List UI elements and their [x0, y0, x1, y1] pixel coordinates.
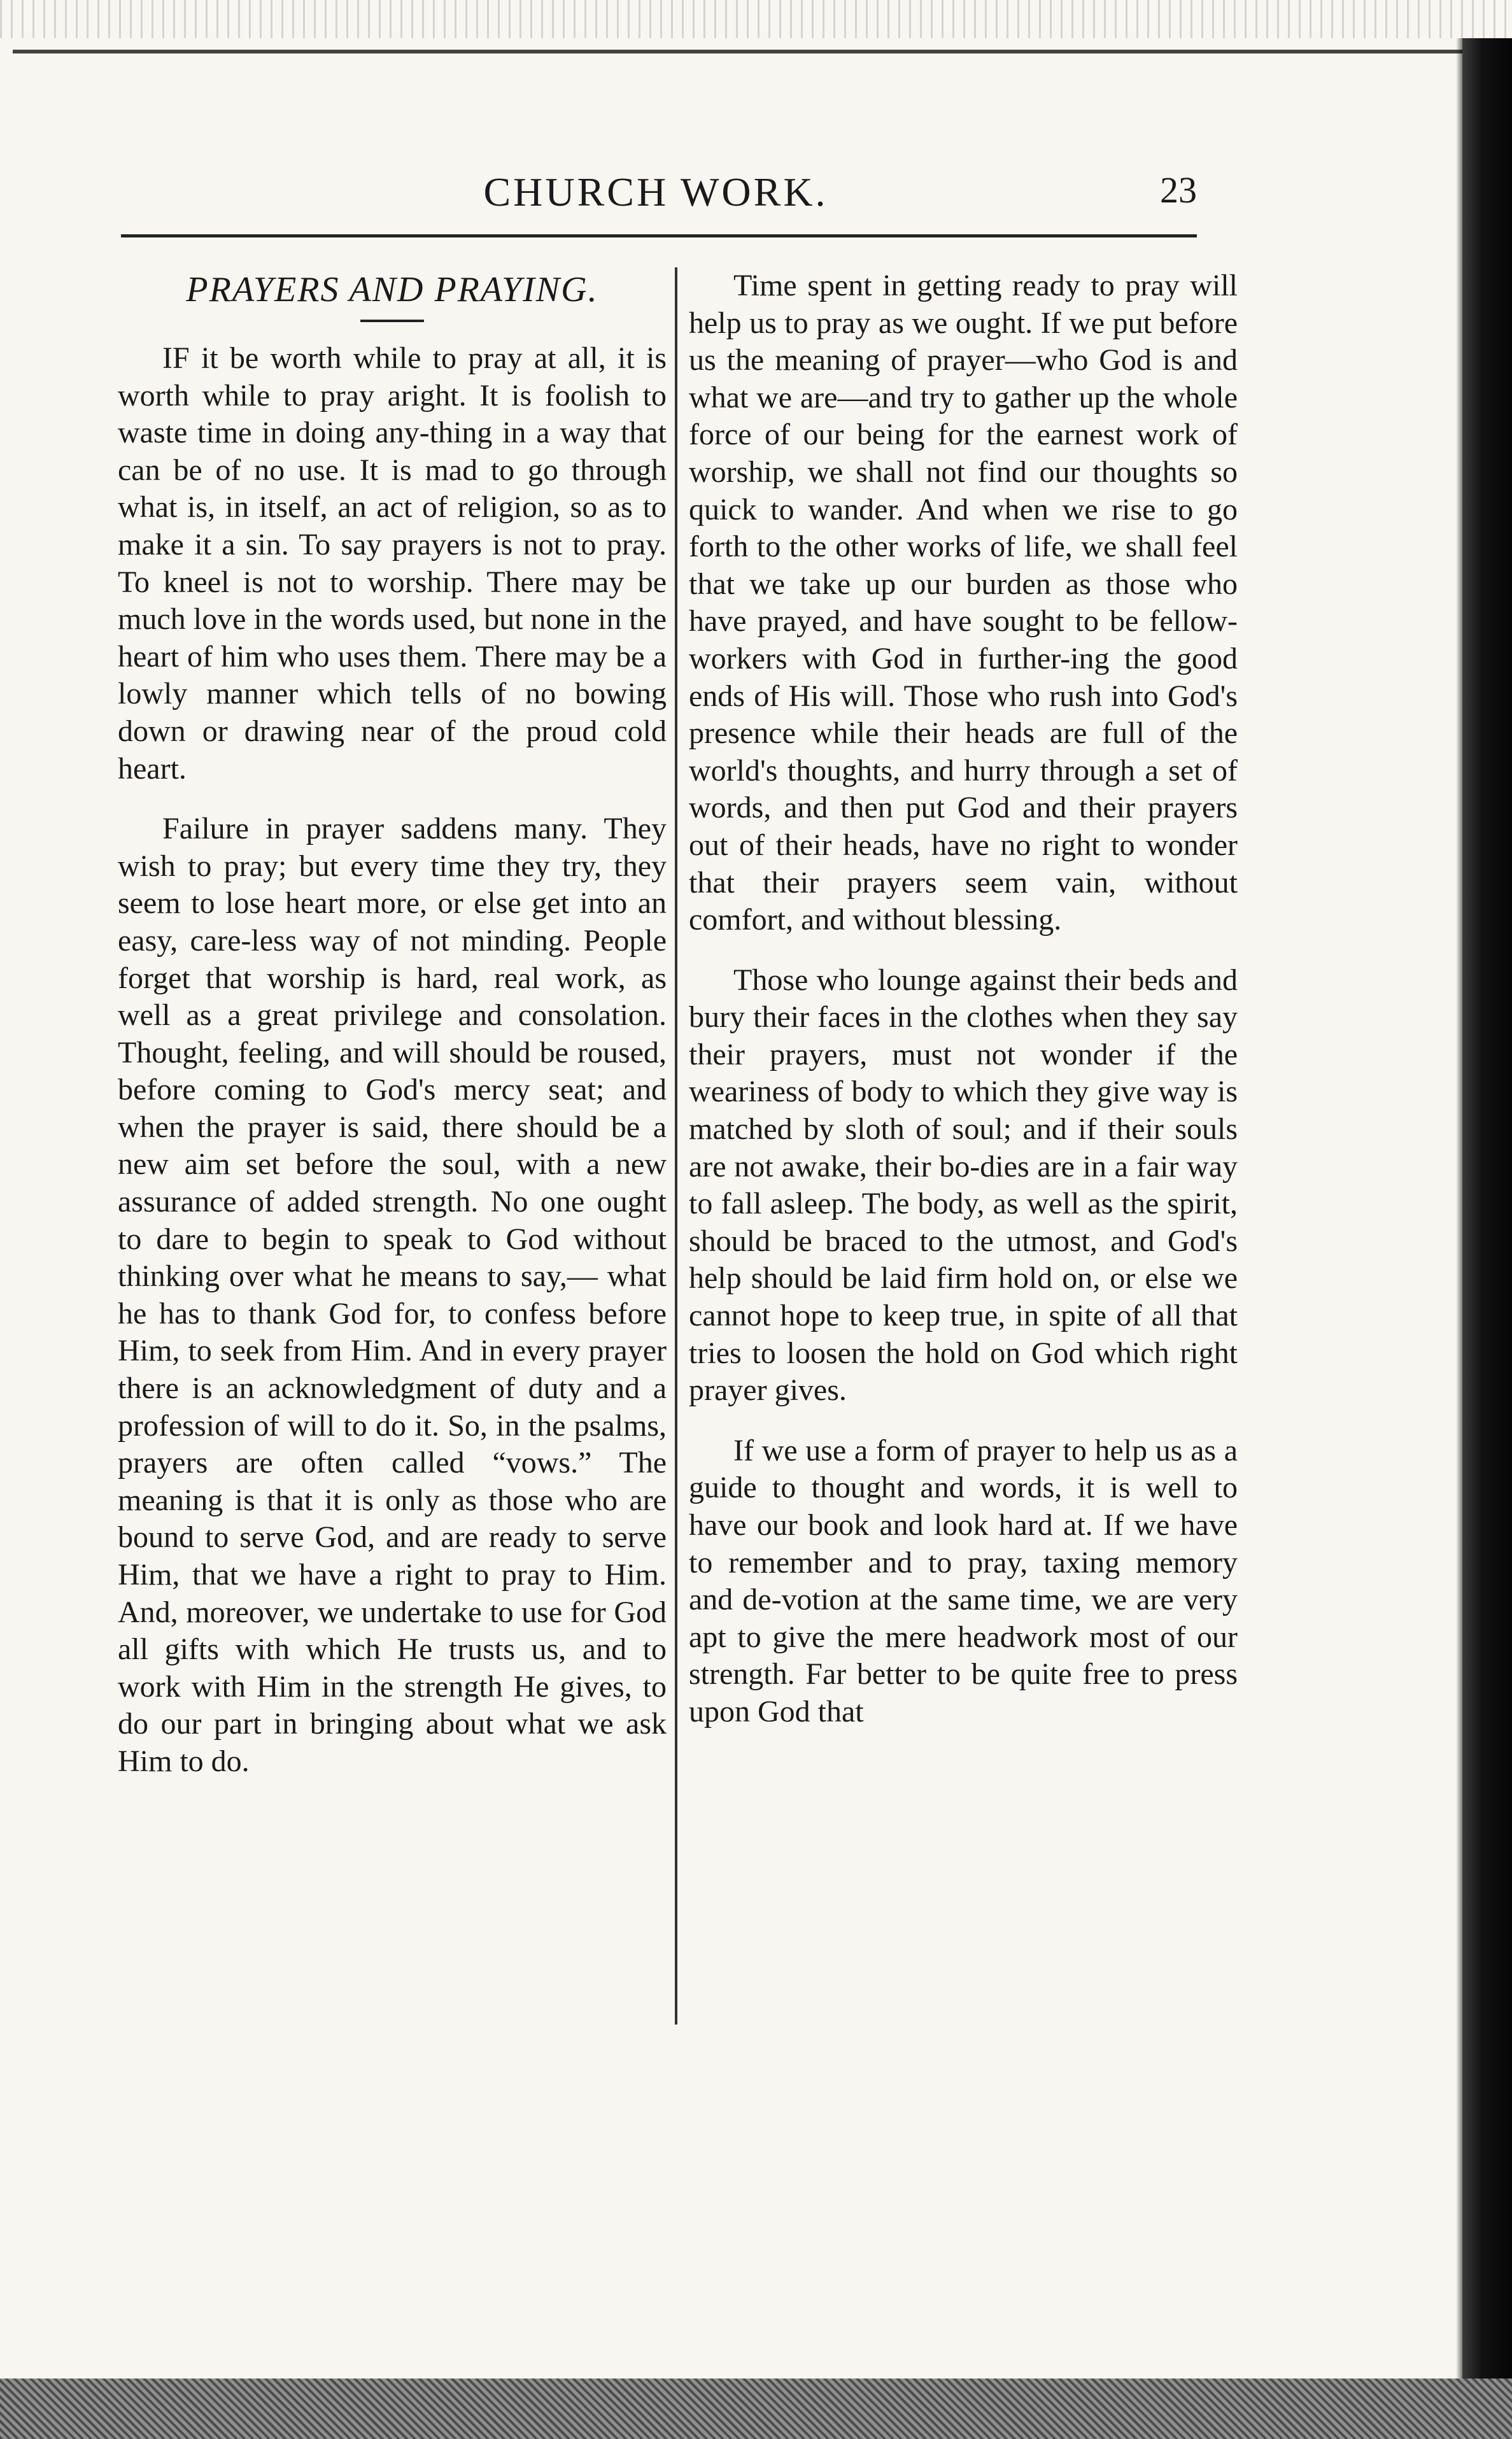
page-top-border [13, 50, 1490, 53]
left-column [118, 267, 667, 1781]
paragraph: Time spent in getting ready to pray will help us to pray as we ought. If we put before us the meaning of prayer—who God is and what we are—and try to gather up the whole force of our being for the earnest work of worship, we shall not find our thoughts so quick to wander. And when we rise to go forth to the other works of life, we shall feel that we take up our burden as those who have prayed, and have sought to be fellow-workers with God in further-ing the good ends of His will. Those who rush into God's presence while their heads are full of the world's thoughts, and hurry through a set of words, and then put God and their prayers out of their heads, have no right to wonder that their prayers seem vain, without comfort, and without blessing. [689, 269, 1238, 937]
right-column [689, 267, 1238, 1731]
paragraph: If we use a form of prayer to help us as a guide to thought and words, it is well to have our book and look hard at. If we have to remember and to pray, taxing memory and de-votion at the same time, we are very apt to give the mere headwork most of our strength. Far better to be quite free to press upon God that [689, 1433, 1238, 1729]
article-heading: PRAYERS AND PRAYING. [186, 270, 598, 309]
scan-noise-top [0, 0, 1512, 38]
page-edge-shadow [1456, 38, 1462, 2400]
paragraph: Those who lounge against their beds and bury their faces in the clothes when they say their prayers, must not wonder if the weariness of body to which they give way is matched by sloth of soul; and if their souls are not awake, their bo-dies are in a fair way to fall asleep. The body, as well as the spirit, should be braced to the utmost, and God's help should be laid firm hold on, or else we cannot hope to keep true, in spite of all that tries to loosen the hold on God which right prayer gives. [689, 963, 1238, 1408]
page-binding-edge [1462, 38, 1512, 2400]
running-head [121, 169, 1197, 226]
column-divider [675, 267, 677, 2025]
paragraph: Failure in prayer saddens many. They wish to pray; but every time they try, they seem to lose heart more, or else get into an easy, care-less way of not minding. People forget that worship is hard, real work, as well as a great privilege and consolation. Thought, feeling, and will should be roused, before coming to God's mercy seat; and when the prayer is said, there should be a new aim set before the soul, with a new assurance of added strength. No one ought to dare to begin to speak to God without thinking over what he means to say,— what he has to thank God for, to confess before Him, to seek from Him. And in every prayer there is an acknowledgment of duty and a profession of will to do it. So, in the psalms, prayers are often called “vows.” The meaning is that it is only as those who are bound to serve God, and are ready to serve Him, that we have a right to pray to Him. And, moreover, we undertake to use for God all gifts with which He trusts us, and to work with Him in the strength He gives, to do our part in bringing about what we ask Him to do. [118, 812, 667, 1778]
running-title: CHURCH WORK. [483, 169, 828, 215]
page-number: 23 [1160, 169, 1197, 211]
scan-noise-bottom [0, 2379, 1512, 2439]
header-rule [121, 234, 1197, 237]
paragraph: IF it be worth while to pray at all, it is worth while to pray aright. It is foolish to waste time in doing any-thing in a way that can be of no use. It is mad to go through what is, in itself, an act of religion, so as to make it a sin. To say prayers is not to pray. To kneel is not to worship. There may be much love in the words used, but none in the heart of him who uses them. There may be a lowly manner which tells of no bowing down or drawing near of the proud cold heart. [118, 341, 667, 786]
heading-rule [360, 320, 424, 322]
